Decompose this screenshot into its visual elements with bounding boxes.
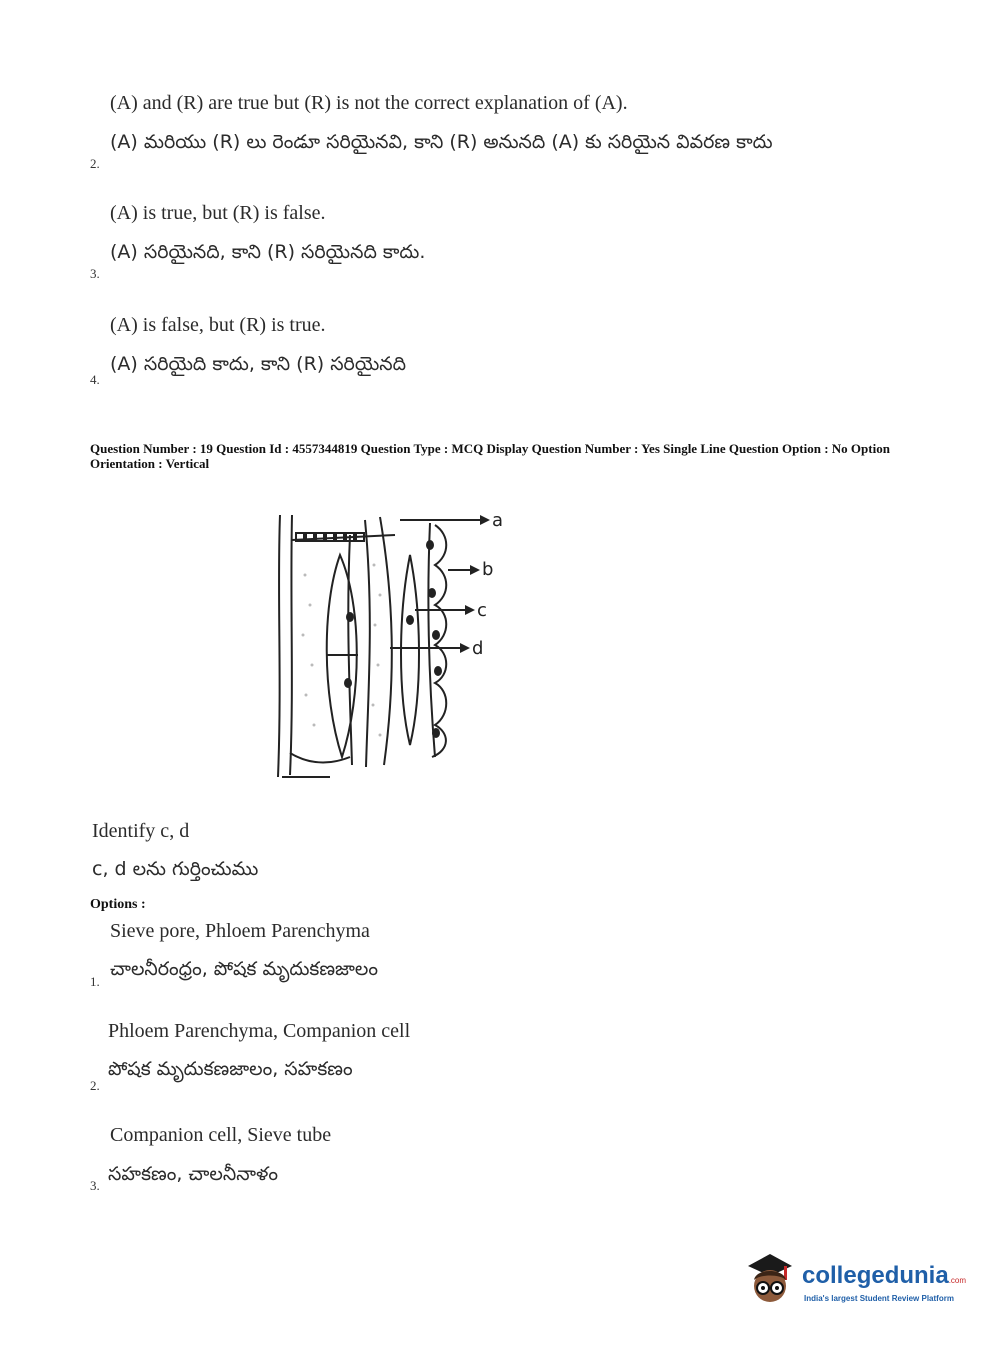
prev-option-2-english: (A) and (R) are true but (R) is not the correct explanation of (A). [110,92,628,114]
option-3-english: Companion cell, Sieve tube [110,1124,332,1146]
prev-option-4-english: (A) is false, but (R) is true. [110,314,326,336]
logo-tagline: India's largest Student Review Platform [804,1294,954,1303]
logo-name: collegedunia [802,1262,949,1289]
figure-label-d: d [472,638,484,659]
prev-option-3-telugu: (A) సరియైనది, కాని (R) సరియైనది కాదు. [110,241,426,263]
prev-option-2-number: 2. [90,156,100,171]
figure-label-c: c [477,600,487,621]
option-3-number: 3. [90,1178,100,1193]
logo-suffix: .com [948,1276,967,1285]
collegedunia-logo [742,1250,972,1310]
question-meta: Question Number : 19 Question Id : 4557344819 Question Type : MCQ Display Question Number : Yes Single Line Question Option : No Option Orientation : Vertical [90,441,890,471]
figure-label-a: a [492,510,504,531]
figure-label-b: b [482,559,494,580]
option-3-telugu: సహకణం, చాలనీనాళం [108,1163,279,1185]
prev-option-4-telugu: (A) సరియైది కాదు, కాని (R) సరియైనది [110,353,407,375]
question-text-english: Identify c, d [92,820,190,842]
option-2-english: Phloem Parenchyma, Companion cell [108,1020,411,1042]
prev-option-4-number: 4. [90,372,100,387]
mascot-icon [742,1250,800,1310]
options-label: Options : [90,897,146,912]
prev-option-3-number: 3. [90,266,100,281]
option-2-telugu: పోషక మృదుకణజాలం, సహకణం [108,1058,353,1080]
option-1-number: 1. [90,974,100,989]
option-1-telugu: చాలనీరంధ్రం, పోషక మృదుకణజాలం [110,958,378,980]
option-2-number: 2. [90,1078,100,1093]
prev-option-2-telugu: (A) మరియు (R) లు రెండూ సరియైనవి, కాని (R) అనునది (A) కు సరియైన వివరణ కాదు [110,131,773,153]
option-1-english: Sieve pore, Phloem Parenchyma [110,920,370,942]
question-text-telugu: c, d లను గుర్తించుము [92,858,259,880]
phloem-tissue-figure [270,495,505,785]
prev-option-3-english: (A) is true, but (R) is false. [110,202,326,224]
